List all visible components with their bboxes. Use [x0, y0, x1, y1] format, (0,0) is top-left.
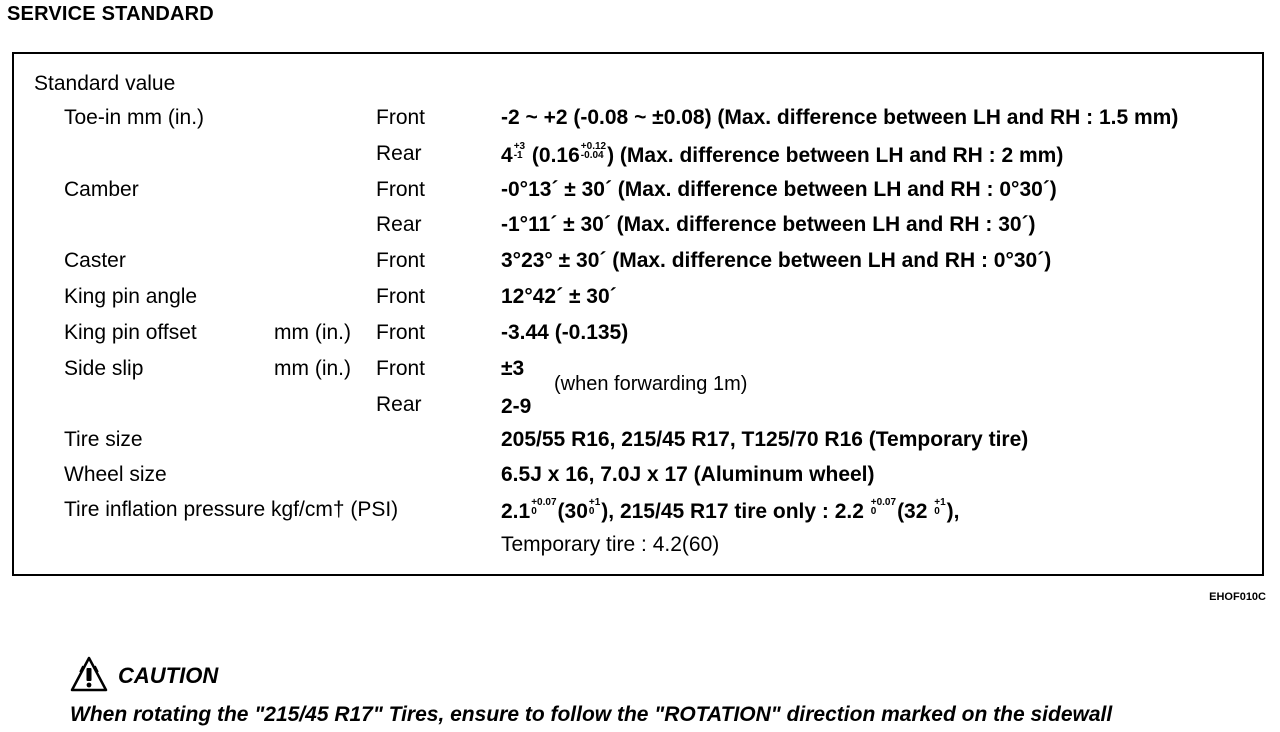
value-paren: (0.16: [526, 144, 580, 167]
row-value: 12°42´ ± 30´: [501, 285, 617, 308]
tolerance-lower: -0.04: [580, 150, 604, 161]
tolerance: [514, 142, 525, 160]
warning-triangle-icon: [70, 656, 108, 692]
value-part: ), 215/45 R17 tire only : 2.2: [601, 500, 870, 523]
row-value: -2 ~ +2 (-0.08 ~ ±0.08) (Max. difference between LH and RH : 1.5 mm): [501, 106, 1179, 129]
caution-label: CAUTION: [118, 663, 219, 688]
value-main: 4: [501, 144, 513, 167]
table-row: [14, 249, 1262, 283]
row-unit: mm (in.): [274, 321, 351, 344]
row-item: Wheel size: [64, 463, 167, 486]
tolerance: [531, 498, 556, 516]
row-value: 205/55 R16, 215/45 R17, T125/70 R16 (Temporary tire): [501, 428, 1029, 451]
row-position: Rear: [376, 213, 422, 236]
row-position: Front: [376, 285, 426, 308]
table-row: [14, 106, 1262, 140]
table-row: [14, 428, 1262, 462]
row-position: Front: [376, 106, 426, 129]
row-item: King pin offset: [64, 321, 197, 344]
tolerance-upper: +1: [934, 497, 946, 508]
section-title: SERVICE STANDARD: [7, 3, 214, 25]
row-item: King pin angle: [64, 285, 198, 308]
value-part: (32: [897, 500, 934, 523]
row-value: ±3: [501, 357, 525, 380]
tolerance-lower: 0: [934, 506, 940, 517]
table-row: [14, 321, 1262, 355]
value-part: ),: [946, 500, 960, 523]
row-position: Rear: [376, 393, 422, 416]
value-tail: ) (Max. difference between LH and RH : 2 mm): [607, 144, 1064, 167]
tolerance-upper: +0.07: [870, 497, 897, 508]
tolerance-lower: 0: [588, 506, 595, 517]
row-item: Camber: [64, 178, 139, 201]
table-row: [14, 142, 1262, 176]
value-part: (30: [557, 500, 588, 523]
tolerance-lower: 0: [870, 506, 877, 517]
row-value: 3°23° ± 30´ (Max. difference between LH and RH : 0°30´): [501, 249, 1052, 272]
tolerance-lower: 0: [531, 506, 537, 517]
tolerance: [871, 498, 896, 516]
tolerance: [589, 498, 600, 516]
row-position: Front: [376, 249, 426, 272]
side-slip-note: (when forwarding 1m): [554, 373, 748, 395]
value-part: 2.1: [501, 500, 531, 523]
row-value: -3.44 (-0.135): [501, 321, 629, 344]
row-position: Rear: [376, 142, 422, 165]
row-value: [501, 142, 1063, 168]
table-row: [14, 463, 1262, 497]
row-value: 6.5J x 16, 7.0J x 17 (Aluminum wheel): [501, 463, 875, 486]
row-position: Front: [376, 178, 426, 201]
tolerance-upper: +3: [513, 141, 526, 152]
tolerance-upper: +1: [588, 497, 601, 508]
table-row: [14, 285, 1262, 319]
tolerance-lower: -1: [513, 150, 523, 161]
tolerance-upper: +0.07: [531, 497, 557, 508]
tolerance: [581, 142, 606, 160]
row-value: -1°11´ ± 30´ (Max. difference between LH and RH : 30´): [501, 213, 1036, 236]
row-value: [501, 498, 959, 524]
row-item: Side slip: [64, 357, 144, 380]
table-row: [14, 533, 1262, 567]
table-row: [14, 393, 1262, 427]
table-row: [14, 178, 1262, 212]
table-heading: Standard value: [34, 72, 176, 95]
row-item: Caster: [64, 249, 126, 272]
row-value: -0°13´ ± 30´ (Max. difference between LH and RH : 0°30´): [501, 178, 1057, 201]
row-position: Front: [376, 321, 426, 344]
row-value: Temporary tire : 4.2(60): [501, 533, 720, 556]
caution-text: When rotating the "215/45 R17" Tires, ensure to follow the "ROTATION" direction marked on the sidewall: [70, 703, 1113, 726]
row-item: Tire size: [64, 428, 143, 451]
row-unit: mm (in.): [274, 357, 351, 380]
row-item: Toe-in mm (in.): [64, 106, 205, 129]
service-standard-table: [12, 52, 1264, 576]
tolerance: [934, 498, 945, 516]
table-row: [14, 213, 1262, 247]
tolerance-upper: +0.12: [580, 141, 607, 152]
row-value: 2-9: [501, 395, 532, 418]
document-code: EHOF010C: [1209, 591, 1266, 603]
row-item: Tire inflation pressure kgf/cm† (PSI): [64, 498, 399, 521]
table-row: [14, 498, 1262, 532]
row-position: Front: [376, 357, 426, 380]
